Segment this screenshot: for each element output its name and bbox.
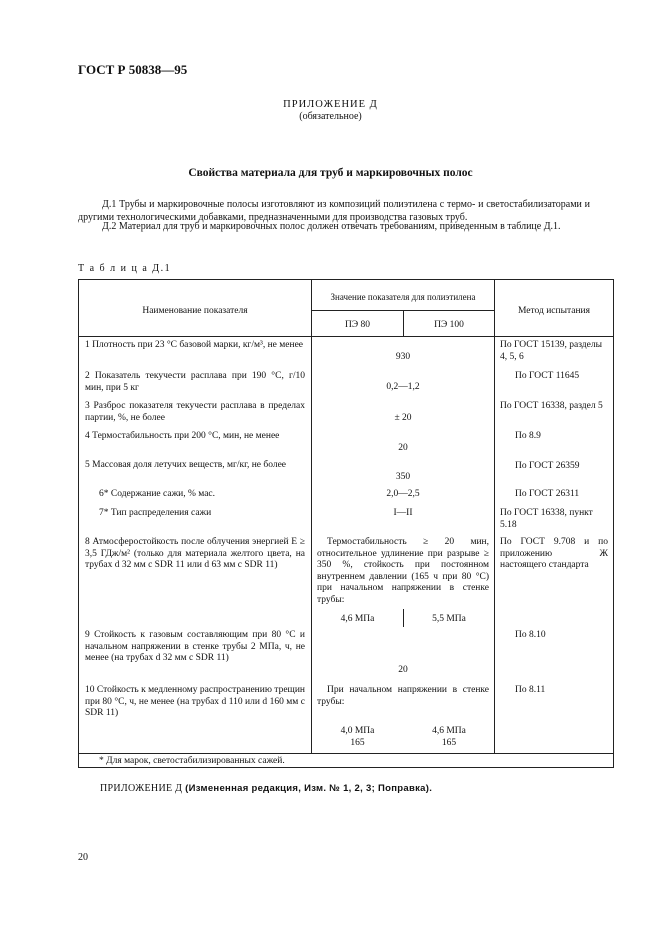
section-title: Свойства материала для труб и маркировочных полос: [188, 167, 473, 179]
row-5-value: 350: [395, 472, 411, 482]
row-9-name: 9 Стойкость к газовым составляющим при 80 °С и начальном напряжении в стенке трубы 2 МПа, ч, не менее (на трубах d 32 мм с SDR 11): [85, 630, 305, 663]
row-7-value: I—II: [393, 508, 413, 518]
row-4-method: По 8.9: [515, 431, 541, 441]
page-number: 20: [78, 852, 88, 863]
row-3-method: По ГОСТ 16338, раздел 5: [500, 401, 603, 411]
header-method: Метод испытания: [517, 306, 591, 316]
table-footnote: * Для марок, светостабилизированных сажей.: [99, 756, 285, 766]
appendix-title: ПРИЛОЖЕНИЕ Д: [283, 99, 378, 110]
row-5-name: 5 Массовая доля летучих веществ, мг/кг, не более: [85, 460, 287, 470]
paragraph-d2: Д.2 Материал для труб и маркировочных полос должен отвечать требованиям, приведенным в таблице Д.1.: [102, 221, 561, 232]
row-7-method: По ГОСТ 16338, пункт 5.18: [500, 508, 593, 530]
table-caption: Т а б л и ц а Д.1: [78, 263, 172, 274]
appendix-status: (обязательное): [299, 111, 362, 122]
amendment-label: ПРИЛОЖЕНИЕ Д: [100, 783, 183, 794]
row-3-name: 3 Разброс показателя текучести расплава в пределах партии, %, не более: [85, 401, 305, 423]
row-3-value: ± 20: [394, 413, 412, 423]
row-9-method: По 8.10: [515, 630, 546, 640]
row-10-pe80-value: 165: [350, 738, 365, 748]
row-4-value: 20: [398, 443, 408, 453]
row-8-value: Термостабильность ≥ 20 мин, относительное удлинение при разрыве ≥ 350 %, стойкость при постоянном внутреннем давлении (165 ч при 80 °С) при начальном напряжении в стенке трубы:: [317, 537, 489, 605]
row-2-method: По ГОСТ 11645: [515, 371, 580, 381]
header-pe80: ПЭ 80: [344, 320, 370, 330]
properties-table: [78, 279, 614, 768]
row-7-name: 7* Тип распределения сажи: [99, 508, 212, 518]
amendment-note: [100, 783, 432, 794]
row-5-method: По ГОСТ 26359: [515, 461, 580, 471]
paragraph-d1: Д.1 Трубы и маркировочные полосы изготовляют из композиций полиэтилена с термо- и светостабилизаторами и другими технологическими добавками, предназначенными для производства газовых труб.: [78, 199, 590, 223]
row-1-name: 1 Плотность при 23 °С базовой марки, кг/м³, не менее: [85, 340, 303, 350]
row-8-method: По ГОСТ 9.708 и по приложению Ж настоящего стандарта: [500, 537, 608, 570]
row-6-name: 6* Содержание сажи, % мас.: [99, 489, 216, 499]
row-2-name: 2 Показатель текучести расплава при 190 °С, г/10 мин, при 5 кг: [85, 371, 305, 393]
row-4-name: 4 Термостабильность при 200 °С, мин, не менее: [85, 431, 280, 441]
row-10-pe100-value: 165: [441, 738, 457, 748]
row-6-method: По ГОСТ 26311: [515, 489, 580, 499]
row-8-pe100: 5,5 МПа: [432, 614, 466, 624]
row-1-value: 930: [395, 352, 411, 362]
row-2-value: 0,2—1,2: [386, 382, 420, 392]
row-10-name: 10 Стойкость к медленному распространению трещин при 80 °С, ч, не менее (на трубах d 110 или d 160 мм с SDR 11): [85, 685, 306, 718]
header-name: Наименование показателя: [142, 306, 248, 316]
row-10-pe80: 4,0 МПа: [340, 726, 375, 736]
row-6-value: 2,0—2,5: [386, 489, 420, 499]
header-value-group: Значение показателя для полиэтилена: [330, 292, 476, 302]
row-1-method: По ГОСТ 15139, разделы 4, 5, 6: [500, 340, 602, 362]
row-9-value: 20: [398, 665, 408, 675]
row-10-method: По 8.11: [515, 685, 546, 695]
amendment-text: (Измененная редакция, Изм. № 1, 2, 3; Поправка).: [185, 783, 433, 794]
document-code: ГОСТ Р 50838—95: [78, 62, 188, 77]
row-10-pe100: 4,6 МПа: [432, 726, 466, 736]
row-10-value: При начальном напряжении в стенке трубы:: [317, 685, 489, 707]
header-pe100: ПЭ 100: [434, 320, 464, 330]
row-8-name: 8 Атмосферостойкость после облучения энергией E ≥ 3,5 ГДж/м² (только для материала желтого цвета, на трубах d 32 мм с SDR 11 или d 63 мм с SDR 11): [85, 537, 305, 570]
row-8-pe80: 4,6 МПа: [340, 614, 375, 624]
